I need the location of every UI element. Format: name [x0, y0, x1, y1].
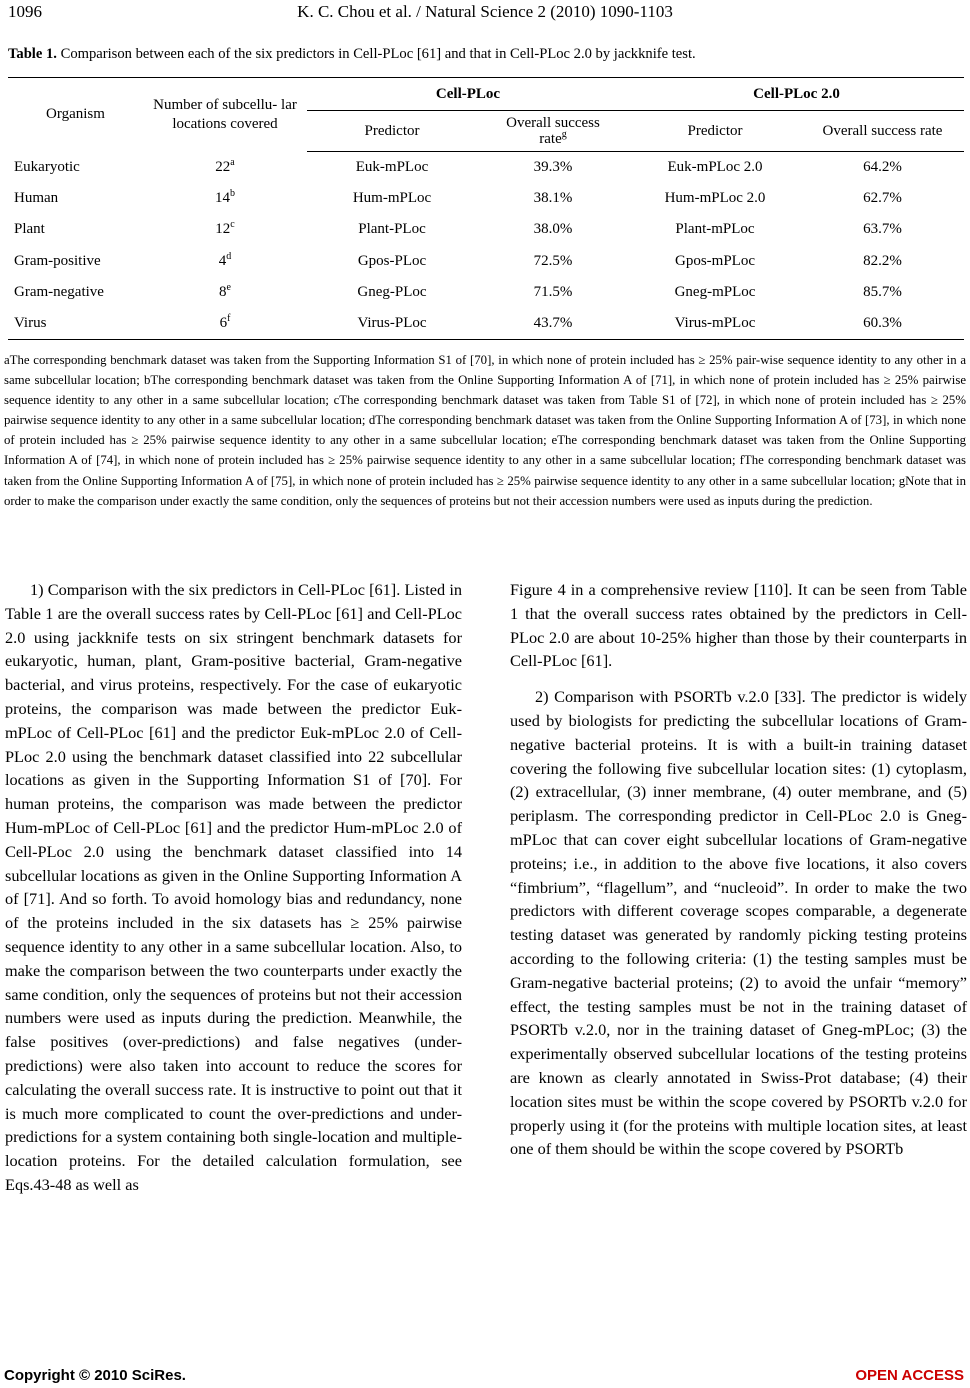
cell-rate-1-text: 38.1% [533, 190, 573, 207]
table-row [8, 183, 964, 214]
cell-locations [143, 183, 307, 214]
table-body [8, 152, 964, 340]
cell-locations-text: 12 [215, 221, 231, 238]
cell-locations-text: 6 [219, 315, 228, 332]
cell-organism [8, 246, 143, 277]
header-group-cellploc2: Cell-PLoc 2.0 [629, 78, 964, 111]
cell-rate-2 [801, 308, 964, 340]
cell-rate-1-text: 71.5% [533, 283, 573, 300]
cell-predictor-1-text: Virus-PLoc [357, 315, 427, 332]
cell-rate-1 [477, 277, 629, 308]
cell-rate-1-text: 43.7% [533, 315, 573, 332]
header-predictor-2: Predictor [629, 111, 801, 152]
header-locations: Number of subcellu- lar locations covered [143, 78, 307, 152]
cell-rate-1-text: 72.5% [533, 252, 573, 269]
page-header [0, 0, 970, 26]
cell-predictor-1-text: Euk-mPLoc [355, 159, 429, 176]
cell-predictor-1-text: Gpos-PLoc [357, 252, 427, 269]
cell-organism-text: Human [14, 190, 59, 207]
cell-rate-1 [477, 214, 629, 245]
table-row [8, 277, 964, 308]
cell-rate-2 [801, 246, 964, 277]
cell-predictor-2-text: Plant-mPLoc [675, 221, 755, 238]
cell-organism [8, 214, 143, 245]
table-row [8, 308, 964, 340]
cell-locations-sup: d [226, 250, 232, 262]
cell-locations [143, 277, 307, 308]
cell-predictor-1 [307, 183, 477, 214]
body-paragraph-1: 1) Comparison with the six predictors in Cell-PLoc [61]. Listed in Table 1 are the overall success rates by Cell-PLoc [61] and Cell-PLoc 2.0 using jackknife tests on six stringent benchmark datasets for eukaryotic, human, plant, Gram-positive bacterial, Gram-negative bacterial, and virus proteins, respectively. For the case of eukaryotic proteins, the comparison was made between the predictor Euk-mPLoc of Cell-PLoc [61] and the predictor Euk-mPLoc 2.0 of Cell-PLoc 2.0 using the benchmark dataset classified into 22 subcellular locations as given in the Supporting Information S1 of [70]. For human proteins, the comparison was made between the predictor Hum-mPLoc of Cell-PLoc [61] and the predictor Hum-mPLoc 2.0 of Cell-PLoc 2.0 using the benchmark dataset classified into 14 subcellular locations as given in the Online Supporting Information A of [71]. And so forth. To avoid homology bias and redundancy, none of the proteins included in the six datasets has ≥ 25% pairwise sequence identity to any other in a same subcellular location. Also, to make the comparison between the two counterparts under exactly the same condition, only the sequences of proteins but not their accession numbers were used as inputs during the prediction. Meanwhile, the false positives (over-predictions) and false negatives (under-predictions) were also taken into account to reduce the scores for calculating the overall success rate. It is instructive to point out that it is much more complicated to count the over-predictions and under-predictions for a system containing both single-location and multiple-location proteins. For the detailed calculation formulation, see Eqs.43-48 as well as [5, 580, 462, 1194]
cell-rate-2 [801, 183, 964, 214]
table-row [8, 152, 964, 184]
footer-open-access: OPEN ACCESS [855, 1367, 964, 1384]
cell-locations-text: 22 [215, 158, 231, 175]
cell-predictor-2-text: Virus-mPLoc [674, 315, 756, 332]
cell-predictor-2 [629, 183, 801, 214]
cell-locations-text: 8 [219, 283, 227, 300]
page-number: 1096 [8, 2, 42, 21]
cell-rate-2-text: 82.2% [863, 252, 902, 269]
cell-organism-text: Virus [14, 315, 47, 332]
cell-organism [8, 152, 143, 184]
cell-organism-text: Plant [14, 221, 45, 238]
cell-rate-2 [801, 277, 964, 308]
cell-rate-1-text: 39.3% [533, 159, 573, 176]
cell-rate-1 [477, 246, 629, 277]
left-column [5, 578, 462, 1197]
right-column [510, 578, 967, 1161]
cell-locations-text: 4 [218, 252, 227, 269]
cell-locations-sup: a [230, 156, 235, 168]
cell-rate-1 [477, 308, 629, 340]
table-caption-text: Comparison between each of the six predictors in Cell-PLoc [61] and that in Cell-PLoc 2.0 by jackknife test. [56, 46, 696, 62]
cell-rate-2-text: 64.2% [863, 159, 902, 176]
table-caption-label: Table 1. [8, 46, 57, 62]
cell-predictor-2-text: Euk-mPLoc 2.0 [667, 159, 763, 176]
cell-predictor-1 [307, 152, 477, 184]
cell-locations-sup: f [227, 313, 231, 325]
cell-locations-sup: e [226, 281, 231, 293]
cell-organism-text: Gram-positive [14, 252, 101, 269]
cell-locations [143, 152, 307, 184]
cell-predictor-2-text: Gpos-mPLoc [675, 252, 755, 269]
cell-predictor-2 [629, 214, 801, 245]
cell-predictor-2 [629, 246, 801, 277]
header-organism: Organism [8, 78, 143, 152]
cell-locations-text: 14 [215, 190, 230, 207]
running-title: K. C. Chou et al. / Natural Science 2 (2010) 1090-1103 [297, 2, 673, 21]
cell-rate-2 [801, 152, 964, 184]
header-rate-2: Overall success rate [801, 111, 964, 152]
cell-rate-2-text: 63.7% [863, 221, 902, 238]
cell-organism [8, 183, 143, 214]
body-paragraph-2: Figure 4 in a comprehensive review [110]. It can be seen from Table 1 that the overall success rates obtained by the predictors in Cell-PLoc 2.0 are about 10-25% higher than those by their counterparts in Cell-PLoc [61]. [510, 580, 967, 671]
cell-locations [143, 308, 307, 340]
cell-predictor-2-text: Gneg-mPLoc [674, 283, 756, 300]
cell-organism [8, 308, 143, 340]
table-row [8, 214, 964, 245]
footer-copyright: Copyright © 2010 SciRes. [4, 1367, 186, 1384]
cell-predictor-1 [307, 308, 477, 340]
cell-predictor-1 [307, 277, 477, 308]
cell-locations-sup: b [230, 188, 235, 200]
body-paragraph-3: 2) Comparison with PSORTb v.2.0 [33]. The predictor is widely used by biologists for predicting the subcellular locations of Gram-negative bacterial proteins. It is with a built-in training dataset covering the following five subcellular location sites: (1) cytoplasm, (2) extracellular, (3) inner membrane, (4) outer membrane, and (5) periplasm. The corresponding predictor in Cell-PLoc 2.0 is Gneg-mPLoc that can cover eight subcellular locations of Gram-negative proteins; i.e., in addition to the above five locations, it also covers “fimbrium”, “flagellum”, and “nucleoid”. In order to make the two predictors with different coverage scopes comparable, a degenerate testing dataset was generated by randomly picking testing proteins according to the following criteria: (1) the testing samples must be Gram-negative bacterial proteins; (2) to avoid the unfair “memory” effect, the testing samples must be not in the training dataset of PSORTb v.2.0, nor in the training dataset of Gneg-mPLoc; (3) the experimentally observed subcellular locations of the testing proteins are known as clearly annotated in Swiss-Prot database; (4) their location sites must be within the scope covered by PSORTb v.2.0 for properly using it (for the proteins with multiple location sites, at least one of them should be within the scope covered by PSORTb [510, 687, 967, 1159]
cell-locations [143, 246, 307, 277]
header-rate-1-text: Overall success rate [506, 115, 600, 147]
cell-rate-2 [801, 214, 964, 245]
header-predictor-1: Predictor [307, 111, 477, 152]
cell-predictor-2-text: Hum-mPLoc 2.0 [664, 190, 766, 207]
cell-rate-1-text: 38.0% [533, 221, 573, 238]
cell-predictor-1-text: Gneg-PLoc [357, 283, 427, 300]
cell-predictor-2 [629, 152, 801, 184]
header-group-cellploc: Cell-PLoc [307, 78, 629, 111]
cell-locations-sup: c [230, 219, 235, 231]
cell-predictor-1 [307, 214, 477, 245]
cell-predictor-1-text: Plant-PLoc [358, 221, 426, 238]
cell-rate-2-text: 85.7% [863, 283, 902, 300]
cell-organism [8, 277, 143, 308]
table-row [8, 246, 964, 277]
cell-predictor-1-text: Hum-mPLoc [352, 190, 432, 207]
header-rate-1 [477, 111, 629, 152]
header-rate-1-sup: g [561, 129, 567, 140]
table-footnotes: aThe corresponding benchmark dataset was taken from the Supporting Information S1 of [70], in which none of protein included has ≥ 25% pair-wise sequence identity to any other in a same subcellular location; bThe corresponding benchmark dataset was taken from the Online Supporting Information A of [71], in which none of protein included has ≥ 25% pairwise sequence identity to any other in a same subcellular location; cThe corresponding benchmark dataset was taken from Table S1 of [72], in which none of protein included has ≥ 25% pairwise sequence identity to any other in a same subcellular location; dThe corresponding benchmark dataset was taken from the Online Supporting Information A of [73], in which none of protein included has ≥ 25% pairwise sequence identity to any other in a same subcellular location; eThe corresponding benchmark dataset was taken from the Online Supporting Information A of [74], in which none of protein included has ≥ 25% pairwise sequence identity to any other in a same subcellular location; fThe corresponding benchmark dataset was taken from the Online Supporting Information A of [75], in which none of protein included has ≥ 25% pairwise sequence identity to any other in a same subcellular location; gNote that in order to make the comparison under exactly the same condition, only the sequences of proteins but not their accession numbers were used as inputs during the prediction. [4, 353, 966, 508]
cell-locations [143, 214, 307, 245]
cell-predictor-1 [307, 246, 477, 277]
table-caption [8, 46, 963, 63]
cell-rate-2-text: 60.3% [863, 315, 902, 332]
cell-predictor-2 [629, 308, 801, 340]
cell-predictor-2 [629, 277, 801, 308]
results-table [8, 77, 964, 340]
cell-organism-text: Eukaryotic [14, 158, 80, 175]
cell-organism-text: Gram-negative [14, 283, 104, 300]
cell-rate-1 [477, 152, 629, 184]
cell-rate-1 [477, 183, 629, 214]
cell-rate-2-text: 62.7% [863, 190, 902, 207]
